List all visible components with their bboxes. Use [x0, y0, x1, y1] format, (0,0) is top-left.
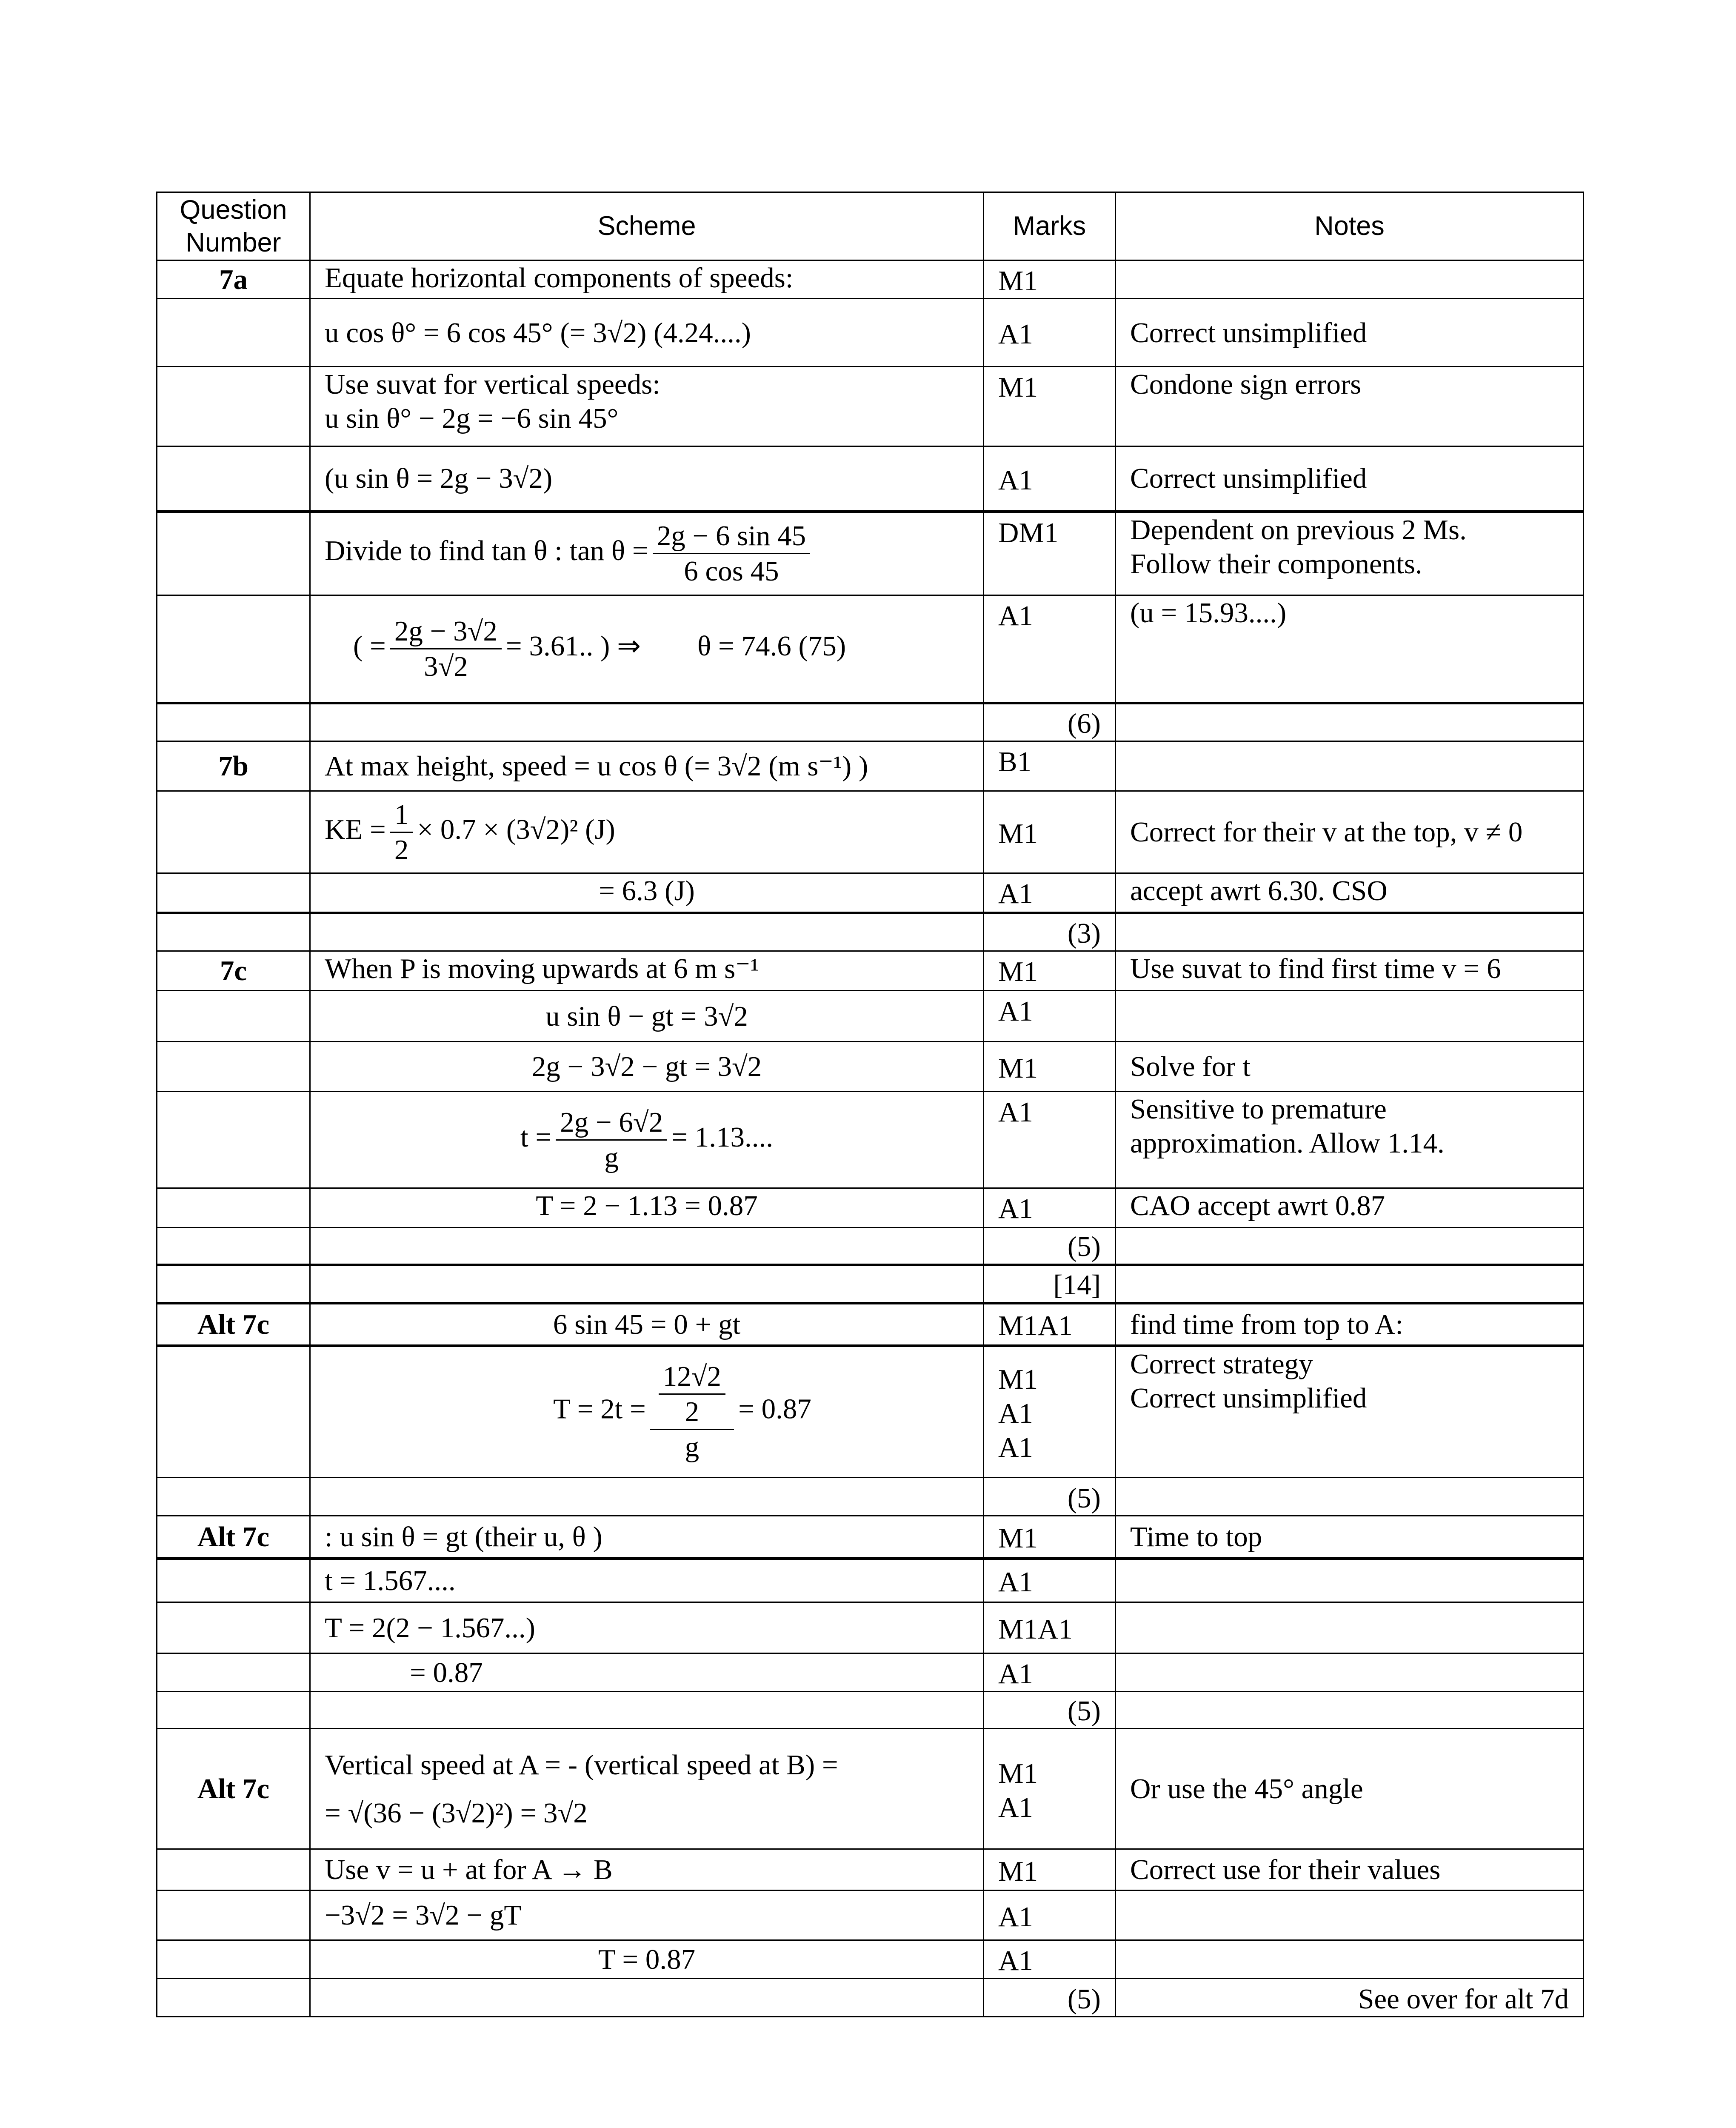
scheme-cell: At max height, speed = u cos θ (= 3√2 (m s⁻¹) ): [310, 741, 984, 791]
notes-cell: [1116, 913, 1584, 951]
question-number: [157, 299, 310, 367]
marks-cell: A1: [984, 1653, 1116, 1692]
marks-cell: A1: [984, 446, 1116, 512]
table-row: [157, 1516, 1584, 1559]
scheme-cell: [310, 1265, 984, 1303]
numerator: 2g − 3√2: [390, 614, 502, 649]
mark: A1: [998, 1791, 1033, 1823]
scheme-cell: Equate horizontal components of speeds:: [310, 260, 984, 299]
marks-cell: M1: [984, 1849, 1116, 1891]
question-number: 7c: [157, 951, 310, 991]
marks-cell: DM1: [984, 512, 1116, 595]
notes-cell: [1116, 260, 1584, 299]
marks-cell: M1A1: [984, 1303, 1116, 1346]
denominator: g: [685, 1431, 700, 1463]
marks-cell: [984, 1346, 1116, 1478]
notes-cell: [1116, 1891, 1584, 1940]
scheme-cell: When P is moving upwards at 6 m s⁻¹: [310, 951, 984, 991]
notes-cell: [1116, 1228, 1584, 1265]
notes-cell: [1116, 512, 1584, 595]
denominator: 2: [394, 834, 409, 866]
table-row: [157, 741, 1584, 791]
notes-cell: [1116, 1653, 1584, 1692]
scheme-text: × 0.7 × (3√2)² (J): [417, 813, 615, 845]
marks-cell: M1: [984, 1042, 1116, 1092]
question-number: [157, 1602, 310, 1653]
question-number: [157, 1891, 310, 1940]
denominator: 3√2: [424, 650, 468, 682]
marks-cell: M1: [984, 367, 1116, 446]
total-row: [157, 1265, 1584, 1303]
question-number: [157, 1979, 310, 2017]
scheme-cell: t = 1.567....: [310, 1559, 984, 1602]
table-row: [157, 791, 1584, 873]
numerator: 12√2: [659, 1359, 725, 1395]
table-row: [157, 873, 1584, 913]
scheme-cell: [310, 1228, 984, 1265]
scheme-cell: [310, 791, 984, 873]
marks-cell: A1: [984, 1559, 1116, 1602]
scheme-text: = 3.61.. ) ⇒: [505, 630, 641, 662]
marks-cell: A1: [984, 1940, 1116, 1979]
question-number: 7a: [157, 260, 310, 299]
scheme-cell: −3√2 = 3√2 − gT: [310, 1891, 984, 1940]
total-marks: [14]: [984, 1265, 1116, 1303]
notes-cell: Correct unsimplified: [1116, 446, 1584, 512]
scheme-cell: : u sin θ = gt (their u, θ ): [310, 1516, 984, 1559]
question-number: [157, 1559, 310, 1602]
marks-cell: A1: [984, 991, 1116, 1042]
numerator: 1: [390, 798, 413, 833]
question-number: [157, 595, 310, 703]
question-number: [157, 1188, 310, 1228]
note-line: approximation. Allow 1.14.: [1130, 1127, 1445, 1159]
header-notes: Notes: [1116, 192, 1584, 260]
marks-cell: M1: [984, 260, 1116, 299]
table-row: [157, 1303, 1584, 1346]
question-number: [157, 1653, 310, 1692]
scheme-cell: (u sin θ = 2g − 3√2): [310, 446, 984, 512]
question-number: [157, 1265, 310, 1303]
scheme-line: Use suvat for vertical speeds:: [325, 369, 660, 400]
result-text: θ = 74.6 (75): [697, 630, 846, 662]
scheme-cell: [310, 1729, 984, 1849]
table-row: [157, 367, 1584, 446]
question-number: 7b: [157, 741, 310, 791]
notes-cell: Correct for their v at the top, v ≠ 0: [1116, 791, 1584, 873]
question-number: [157, 1692, 310, 1729]
scheme-cell: 6 sin 45 = 0 + gt: [310, 1303, 984, 1346]
scheme-cell: u cos θ° = 6 cos 45° (= 3√2) (4.24....): [310, 299, 984, 367]
scheme-cell: u sin θ − gt = 3√2: [310, 991, 984, 1042]
denominator: g: [604, 1141, 619, 1173]
marks-cell: M1A1: [984, 1602, 1116, 1653]
marks-cell: A1: [984, 1188, 1116, 1228]
question-number: [157, 791, 310, 873]
table-row: [157, 1346, 1584, 1478]
notes-cell: CAO accept awrt 0.87: [1116, 1188, 1584, 1228]
note-line: Sensitive to premature: [1130, 1093, 1387, 1125]
mark: M1: [998, 1757, 1038, 1789]
mark: A1: [998, 1397, 1033, 1429]
fraction: [653, 519, 810, 588]
notes-cell: Correct unsimplified: [1116, 299, 1584, 367]
question-number: [157, 703, 310, 741]
header-scheme: Scheme: [310, 192, 984, 260]
header-marks: Marks: [984, 192, 1116, 260]
notes-cell: Solve for t: [1116, 1042, 1584, 1092]
table-row: [157, 1891, 1584, 1940]
notes-cell: [1116, 1692, 1584, 1729]
mark: M1: [998, 1363, 1038, 1395]
question-number: Alt 7c: [157, 1303, 310, 1346]
notes-cell: Use suvat to find first time v = 6: [1116, 951, 1584, 991]
question-number: [157, 367, 310, 446]
scheme-text: = 1.13....: [671, 1121, 773, 1153]
notes-cell: [1116, 1602, 1584, 1653]
marks-cell: A1: [984, 1092, 1116, 1188]
scheme-text: Divide to find tan θ : tan θ =: [325, 535, 648, 567]
question-number: [157, 913, 310, 951]
question-number: [157, 1228, 310, 1265]
table-row: [157, 991, 1584, 1042]
table-row: [157, 446, 1584, 512]
table-row: [157, 1559, 1584, 1602]
numerator: 2g − 6 sin 45: [653, 519, 810, 554]
question-number: [157, 873, 310, 913]
question-number: [157, 991, 310, 1042]
scheme-cell: [310, 595, 984, 703]
denominator: 2: [685, 1396, 700, 1428]
scheme-cell: [310, 367, 984, 446]
marks-cell: M1: [984, 951, 1116, 991]
question-number: Alt 7c: [157, 1729, 310, 1849]
scheme-line: u sin θ° − 2g = −6 sin 45°: [325, 403, 619, 434]
question-number: [157, 1478, 310, 1516]
scheme-cell: [310, 703, 984, 741]
fraction: [650, 1359, 734, 1464]
subtotal-marks: (3): [984, 913, 1116, 951]
question-number: [157, 446, 310, 512]
notes-cell: (u = 15.93....): [1116, 595, 1584, 703]
notes-cell: accept awrt 6.30. CSO: [1116, 873, 1584, 913]
scheme-cell: [310, 512, 984, 595]
table-row: [157, 1092, 1584, 1188]
notes-cell: Condone sign errors: [1116, 367, 1584, 446]
marks-cell: A1: [984, 1891, 1116, 1940]
scheme-cell: [310, 1478, 984, 1516]
header-question-number: [157, 192, 310, 260]
notes-cell: Time to top: [1116, 1516, 1584, 1559]
note-line: Correct unsimplified: [1130, 1382, 1367, 1414]
scheme-cell: = 0.87: [310, 1653, 984, 1692]
marks-cell: B1: [984, 741, 1116, 791]
scheme-cell: T = 2(2 − 1.567...): [310, 1602, 984, 1653]
header-question-label: Question: [180, 194, 287, 225]
notes-cell: [1116, 1092, 1584, 1188]
scheme-cell: = 6.3 (J): [310, 873, 984, 913]
scheme-cell: [310, 913, 984, 951]
table-row: [157, 1188, 1584, 1228]
notes-cell: [1116, 703, 1584, 741]
note-line: Follow their components.: [1130, 548, 1422, 580]
notes-cell: [1116, 991, 1584, 1042]
table-row: [157, 1729, 1584, 1849]
header-number-label: Number: [186, 227, 281, 257]
notes-cell: Correct use for their values: [1116, 1849, 1584, 1891]
notes-cell: See over for alt 7d: [1116, 1979, 1584, 2017]
note-line: Correct strategy: [1130, 1348, 1313, 1380]
note-line: Dependent on previous 2 Ms.: [1130, 514, 1467, 546]
scheme-text: T = 2t =: [553, 1393, 646, 1425]
scheme-line: = √(36 − (3√2)²) = 3√2: [325, 1797, 588, 1829]
inner-fraction: [659, 1359, 725, 1429]
subtotal-row: [157, 1478, 1584, 1516]
table-row: [157, 595, 1584, 703]
table-row: [157, 512, 1584, 595]
scheme-cell: [310, 1346, 984, 1478]
scheme-text: ( =: [353, 630, 386, 662]
subtotal-marks: (5): [984, 1692, 1116, 1729]
fraction: [390, 614, 502, 684]
notes-cell: [1116, 1478, 1584, 1516]
notes-cell: [1116, 1559, 1584, 1602]
subtotal-marks: (5): [984, 1979, 1116, 2017]
marks-cell: M1: [984, 1516, 1116, 1559]
subtotal-row: [157, 913, 1584, 951]
table-row: [157, 260, 1584, 299]
subtotal-marks: (5): [984, 1228, 1116, 1265]
notes-cell: [1116, 1265, 1584, 1303]
mark-scheme-table: [156, 192, 1584, 2017]
question-number: [157, 1092, 310, 1188]
denominator: 6 cos 45: [684, 555, 779, 587]
subtotal-row: [157, 1979, 1584, 2017]
table-row: [157, 951, 1584, 991]
notes-cell: [1116, 1346, 1584, 1478]
question-number: [157, 1849, 310, 1891]
table-row: [157, 1849, 1584, 1891]
scheme-text: t =: [520, 1121, 552, 1153]
scheme-text: = 0.87: [738, 1393, 811, 1425]
header-row: [157, 192, 1584, 260]
notes-cell: [1116, 741, 1584, 791]
scheme-cell: [310, 1092, 984, 1188]
subtotal-marks: (6): [984, 703, 1116, 741]
scheme-cell: 2g − 3√2 − gt = 3√2: [310, 1042, 984, 1092]
question-number: Alt 7c: [157, 1516, 310, 1559]
table-row: [157, 1042, 1584, 1092]
table-row: [157, 1940, 1584, 1979]
question-number: [157, 512, 310, 595]
table-row: [157, 1653, 1584, 1692]
marks-cell: M1: [984, 791, 1116, 873]
question-number: [157, 1346, 310, 1478]
subtotal-row: [157, 1692, 1584, 1729]
table-row: [157, 299, 1584, 367]
notes-cell: [1116, 1940, 1584, 1979]
question-number: [157, 1042, 310, 1092]
subtotal-row: [157, 703, 1584, 741]
scheme-cell: [310, 1979, 984, 2017]
notes-cell: find time from top to A:: [1116, 1303, 1584, 1346]
fraction: [556, 1105, 667, 1175]
scheme-cell: T = 0.87: [310, 1940, 984, 1979]
numerator: 2g − 6√2: [556, 1105, 667, 1141]
fraction: [390, 798, 413, 867]
marks-cell: A1: [984, 299, 1116, 367]
subtotal-marks: (5): [984, 1478, 1116, 1516]
scheme-cell: T = 2 − 1.13 = 0.87: [310, 1188, 984, 1228]
notes-cell: Or use the 45° angle: [1116, 1729, 1584, 1849]
table-row: [157, 1602, 1584, 1653]
scheme-cell: Use v = u + at for A → B: [310, 1849, 984, 1891]
subtotal-row: [157, 1228, 1584, 1265]
scheme-line: Vertical speed at A = - (vertical speed at B) =: [325, 1749, 838, 1781]
marks-cell: A1: [984, 595, 1116, 703]
mark: A1: [998, 1431, 1033, 1463]
scheme-text: KE =: [325, 813, 386, 845]
question-number: [157, 1940, 310, 1979]
scheme-cell: [310, 1692, 984, 1729]
marks-cell: [984, 1729, 1116, 1849]
marks-cell: A1: [984, 873, 1116, 913]
numerator: [650, 1359, 734, 1430]
